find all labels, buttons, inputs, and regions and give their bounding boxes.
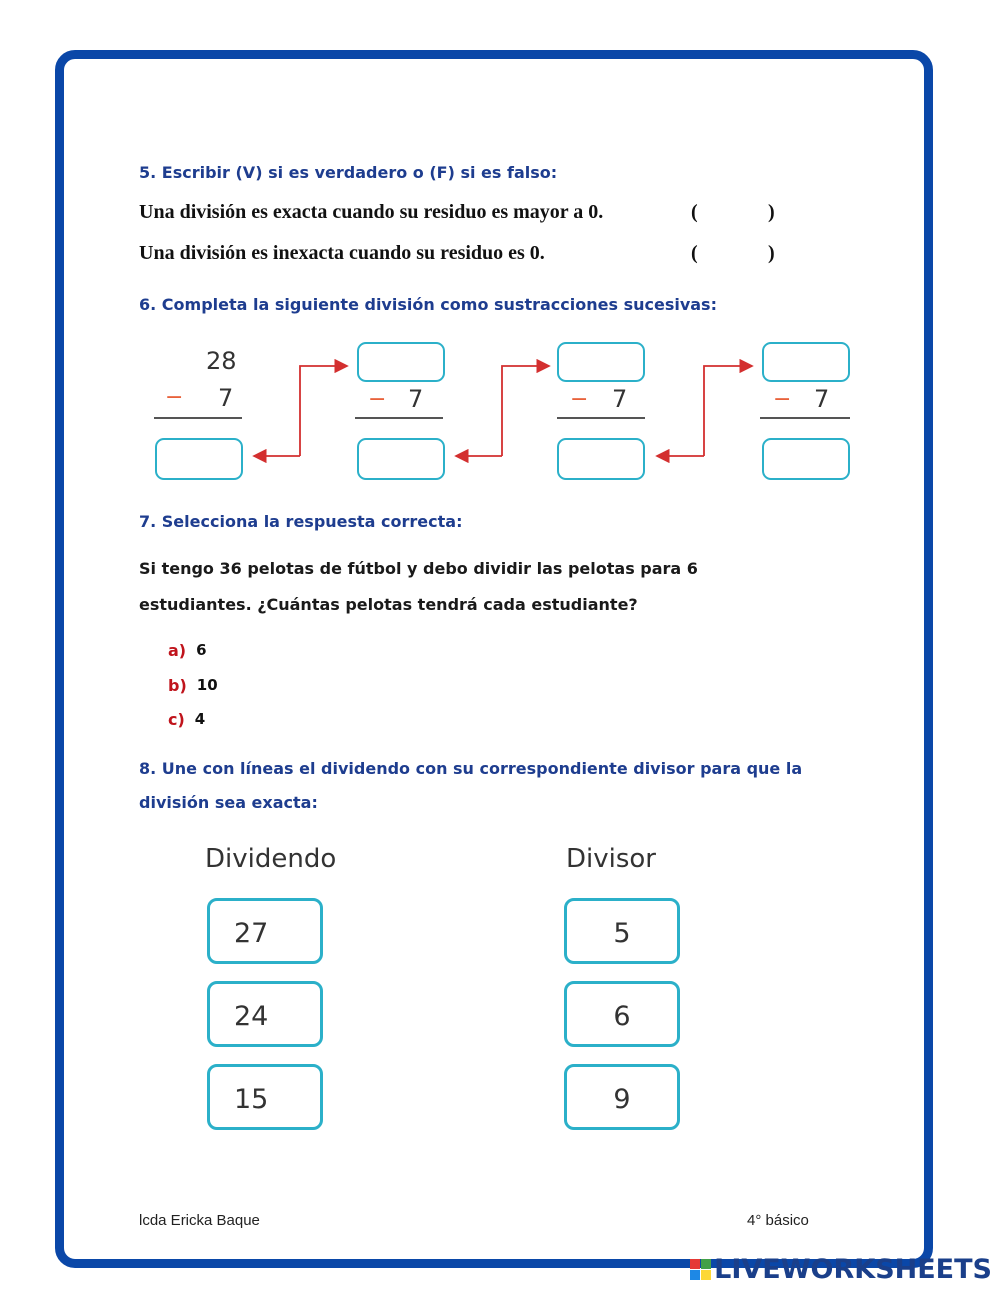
q8-title-line-2: división sea exacta:	[139, 793, 318, 812]
q7-question-line-1: Si tengo 36 pelotas de fútbol y debo dividir las pelotas para 6	[139, 559, 698, 578]
q8-divisor-1[interactable]: 5	[564, 898, 680, 964]
logo-tile-blue	[690, 1270, 700, 1280]
q8-divisor-2[interactable]: 6	[564, 981, 680, 1047]
q7-option-a-letter: a)	[168, 641, 187, 660]
liveworksheets-logo[interactable]	[690, 1254, 992, 1285]
q6-minus-3: −	[570, 387, 589, 412]
q8-left-header: Dividendo	[205, 844, 337, 874]
q6-subtrahend-4: 7	[814, 385, 830, 413]
q8-dividend-1[interactable]: 27	[207, 898, 323, 964]
logo-tile-green	[701, 1259, 711, 1269]
q6-subtrahend-2: 7	[408, 385, 424, 413]
q6-minus-4: −	[773, 387, 792, 412]
q5-item-2-text: Una división es inexacta cuando su residuo es 0.	[139, 242, 545, 264]
q7-option-b[interactable]	[168, 676, 218, 695]
q7-option-c-value: 4	[194, 710, 206, 728]
q5-title: 5. Escribir (V) si es verdadero o (F) si es falso:	[139, 163, 558, 182]
q7-question-line-2: estudiantes. ¿Cuántas pelotas tendrá cada estudiante?	[139, 595, 638, 614]
q8-right-header: Divisor	[566, 844, 656, 874]
q5-item-2-close-paren: )	[768, 242, 775, 264]
logo-text: LIVEWORKSHEETS	[714, 1254, 992, 1285]
q6-start-number: 28	[206, 347, 237, 375]
q5-item-1-text: Una división es exacta cuando su residuo es mayor a 0.	[139, 201, 604, 223]
q7-option-b-value: 10	[196, 676, 218, 694]
q6-subtrahend-3: 7	[612, 385, 628, 413]
q6-arrow-3	[704, 366, 752, 456]
q7-option-a[interactable]	[168, 641, 207, 660]
q7-option-c-letter: c)	[168, 710, 185, 729]
footer-grade: 4° básico	[747, 1212, 809, 1229]
q6-arrow-2	[502, 366, 549, 456]
q8-divisor-3[interactable]: 9	[564, 1064, 680, 1130]
q6-title: 6. Completa la siguiente división como sustracciones sucesivas:	[139, 295, 717, 314]
footer-author: lcda Ericka Baque	[139, 1212, 260, 1229]
q5-item-2-open-paren: (	[691, 242, 698, 264]
q6-arrows	[0, 0, 1000, 600]
logo-tiles-icon	[690, 1259, 711, 1280]
q8-title-line-1: 8. Une con líneas el dividendo con su correspondiente divisor para que la	[139, 759, 803, 778]
q8-dividend-2[interactable]: 24	[207, 981, 323, 1047]
q7-title: 7. Selecciona la respuesta correcta:	[139, 512, 463, 531]
q5-item-1-open-paren: (	[691, 201, 698, 223]
q6-arrow-1	[300, 366, 347, 456]
logo-tile-red	[690, 1259, 700, 1269]
q7-option-a-value: 6	[196, 641, 207, 659]
q7-option-b-letter: b)	[168, 676, 187, 695]
q6-minus-1: −	[165, 385, 184, 410]
q8-dividend-3[interactable]: 15	[207, 1064, 323, 1130]
q6-subtrahend-1: 7	[218, 384, 234, 412]
q7-option-c[interactable]	[168, 710, 205, 729]
logo-tile-yellow	[701, 1270, 711, 1280]
q5-item-1-close-paren: )	[768, 201, 775, 223]
q6-minus-2: −	[368, 387, 387, 412]
